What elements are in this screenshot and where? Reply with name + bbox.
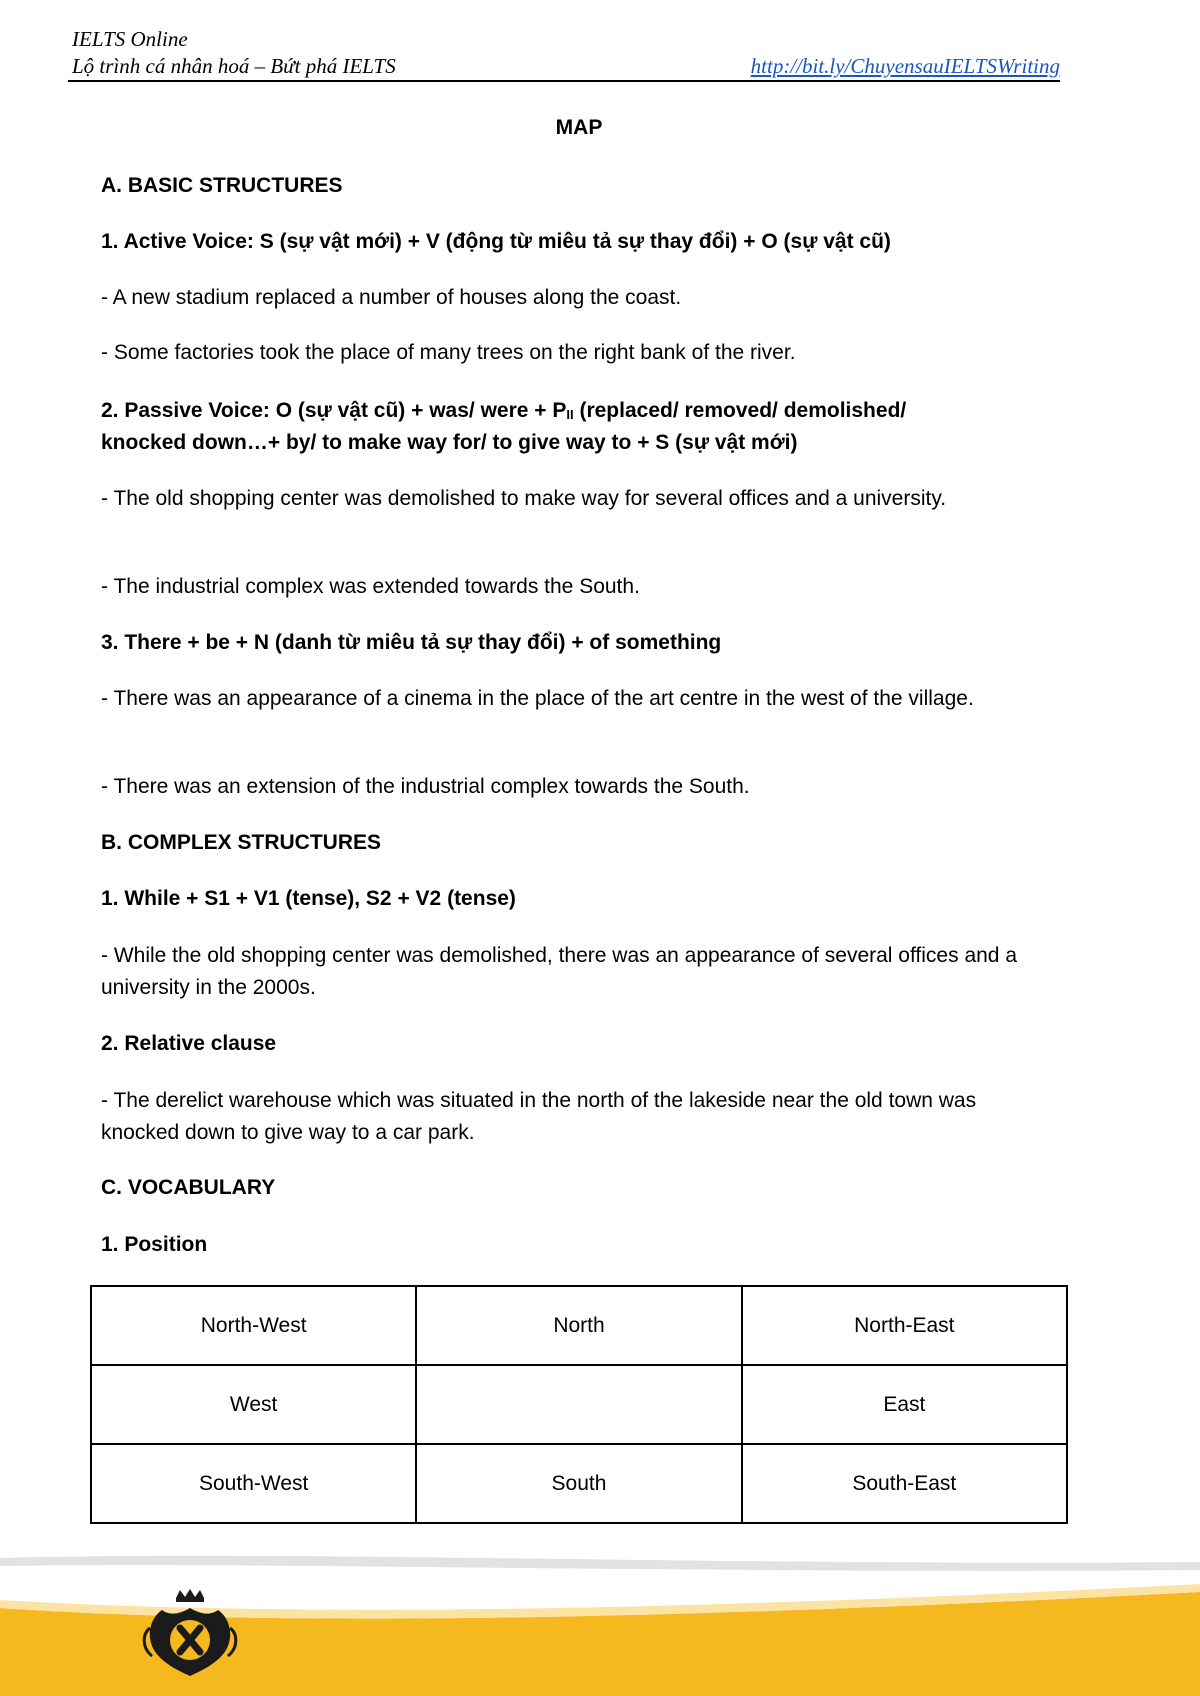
active-voice-example-2: - Some factories took the place of many trees on the right bank of the river. [101, 341, 796, 364]
crest-x-logo-icon [140, 1588, 240, 1680]
passive-voice-heading [101, 395, 1031, 429]
table-cell-south: South [416, 1444, 741, 1523]
table-row [91, 1286, 1067, 1365]
table-row [91, 1444, 1067, 1523]
table-cell-south-west: South-West [91, 1444, 416, 1523]
page-header [72, 26, 1060, 82]
table-cell-north: North [416, 1286, 741, 1365]
header-tagline: Lộ trình cá nhân hoá – Bứt phá IELTS [72, 54, 396, 78]
table-cell-north-west: North-West [91, 1286, 416, 1365]
table-cell-east: East [742, 1365, 1067, 1444]
position-table [90, 1285, 1068, 1524]
header-link[interactable]: http://bit.ly/ChuyensauIELTSWriting [750, 54, 1060, 78]
passive-voice-heading-line2: knocked down…+ by/ to make way for/ to give way to + S (sự vật mới) [101, 431, 798, 454]
passive-voice-example-2: - The industrial complex was extended towards the South. [101, 575, 640, 598]
relative-clause-heading: 2. Relative clause [101, 1032, 277, 1055]
position-heading: 1. Position [101, 1233, 208, 1256]
active-voice-example-1: - A new stadium replaced a number of houses along the coast. [101, 286, 682, 309]
section-c-heading: C. VOCABULARY [101, 1176, 276, 1199]
there-be-example-2: - There was an extension of the industrial complex towards the South. [101, 775, 750, 798]
relative-clause-example-1: - The derelict warehouse which was situated in the north of the lakeside near the old town was knocked down to give way to a car park. [101, 1089, 982, 1144]
table-cell-north-east: North-East [742, 1286, 1067, 1365]
passive-heading-part1: 2. Passive Voice: O (sự vật cũ) + was/ were + P [101, 399, 567, 422]
header-brand-block [72, 26, 396, 80]
header-divider [68, 80, 1060, 82]
section-a-heading: A. BASIC STRUCTURES [101, 174, 343, 197]
while-heading: 1. While + S1 + V1 (tense), S2 + V2 (tense) [101, 887, 516, 910]
section-b-heading: B. COMPLEX STRUCTURES [101, 831, 382, 854]
while-example-1: - While the old shopping center was demolished, there was an appearance of several offices and a university in the 2000s. [101, 944, 1023, 999]
page-title: MAP [555, 116, 603, 139]
there-be-heading: 3. There + be + N (danh từ miêu tả sự thay đổi) + of something [101, 631, 722, 654]
there-be-example-1: - There was an appearance of a cinema in the place of the art centre in the west of the village. [101, 687, 974, 710]
active-voice-heading: 1. Active Voice: S (sự vật mới) + V (động từ miêu tả sự thay đổi) + O (sự vật cũ) [101, 230, 891, 253]
table-cell-center [416, 1365, 741, 1444]
table-cell-west: West [91, 1365, 416, 1444]
passive-voice-example-1: - The old shopping center was demolished to make way for several offices and a university. [101, 487, 947, 510]
table-row [91, 1365, 1067, 1444]
passive-heading-sub: II [566, 407, 574, 422]
header-brand: IELTS Online [72, 27, 188, 51]
passive-heading-part2: (replaced/ removed/ demolished/ [573, 399, 907, 422]
table-cell-south-east: South-East [742, 1444, 1067, 1523]
